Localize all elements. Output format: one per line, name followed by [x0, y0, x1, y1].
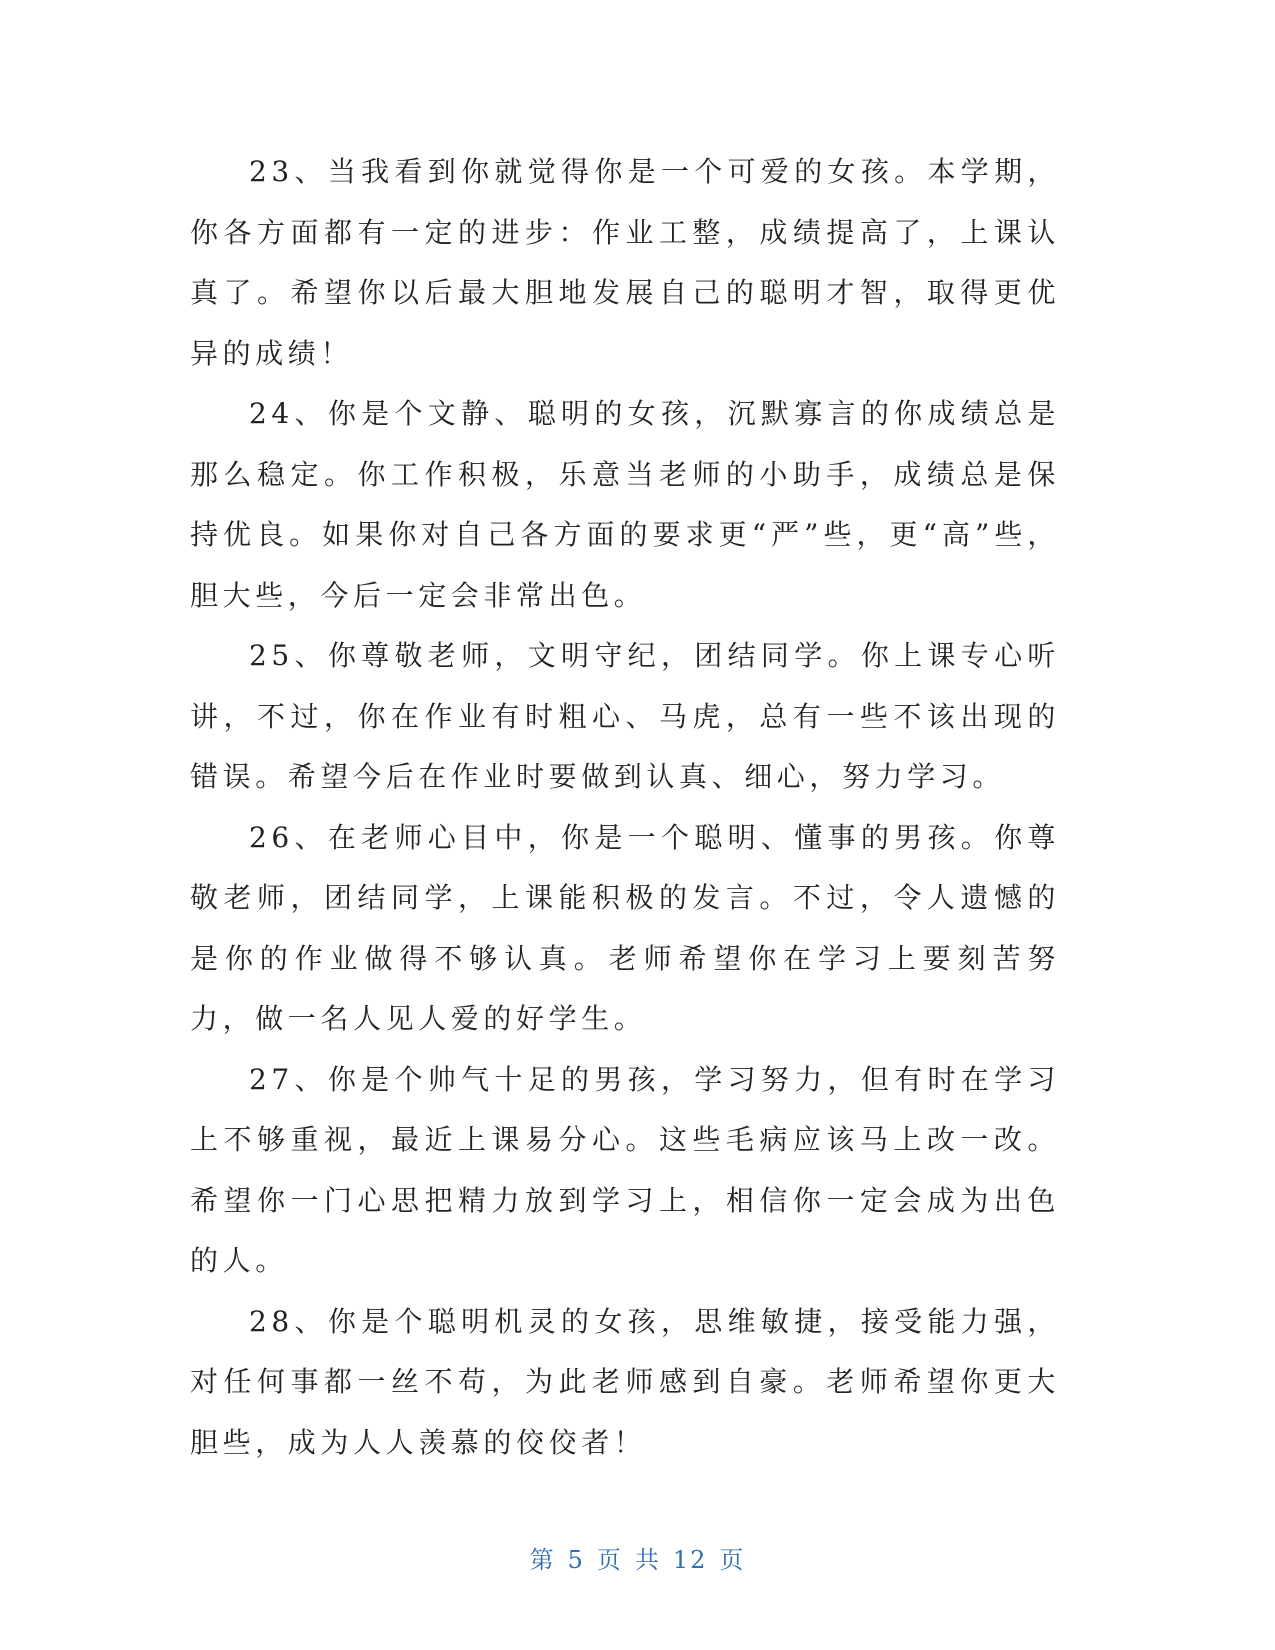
footer-prefix: 第 [529, 1546, 556, 1574]
page-footer [0, 1540, 1275, 1575]
paragraph-23: 23、当我看到你就觉得你是一个可爱的女孩。本学期，你各方面都有一定的进步：作业工整，成绩提高了，上课认真了。希望你以后最大胆地发展自己的聪明才智，取得更优异的成绩！ [190, 155, 1060, 370]
document-body [190, 142, 1060, 1473]
footer-page-word: 页 [596, 1546, 623, 1574]
footer-total-pages: 12 [672, 1546, 708, 1574]
paragraph-24: 24、你是个文静、聪明的女孩，沉默寡言的你成绩总是那么稳定。你工作积极，乐意当老师的小助手，成绩总是保持优良。如果你对自己各方面的要求更“严”些，更“高”些，胆大些，今后一定会非常出色。 [190, 397, 1060, 612]
paragraph-25: 25、你尊敬老师，文明守纪，团结同学。你上课专心听讲，不过，你在作业有时粗心、马虎，总有一些不该出现的错误。希望今后在作业时要做到认真、细心，努力学习。 [190, 639, 1060, 793]
paragraph-26: 26、在老师心目中，你是一个聪明、懂事的男孩。你尊敬老师，团结同学，上课能积极的发言。不过，令人遗憾的是你的作业做得不够认真。老师希望你在学习上要刻苦努力，做一名人见人爱的好学生。 [190, 820, 1060, 1035]
paragraph-28: 28、你是个聪明机灵的女孩，思维敏捷，接受能力强，对任何事都一丝不苟，为此老师感到自豪。老师希望你更大胆些，成为人人羡慕的佼佼者！ [190, 1304, 1060, 1459]
footer-suffix: 页 [719, 1546, 746, 1574]
paragraph-27: 27、你是个帅气十足的男孩，学习努力，但有时在学习上不够重视，最近上课易分心。这些毛病应该马上改一改。希望你一门心思把精力放到学习上，相信你一定会成为出色的人。 [190, 1062, 1060, 1277]
footer-total-word: 共 [634, 1546, 661, 1574]
footer-current-page: 5 [567, 1546, 585, 1574]
